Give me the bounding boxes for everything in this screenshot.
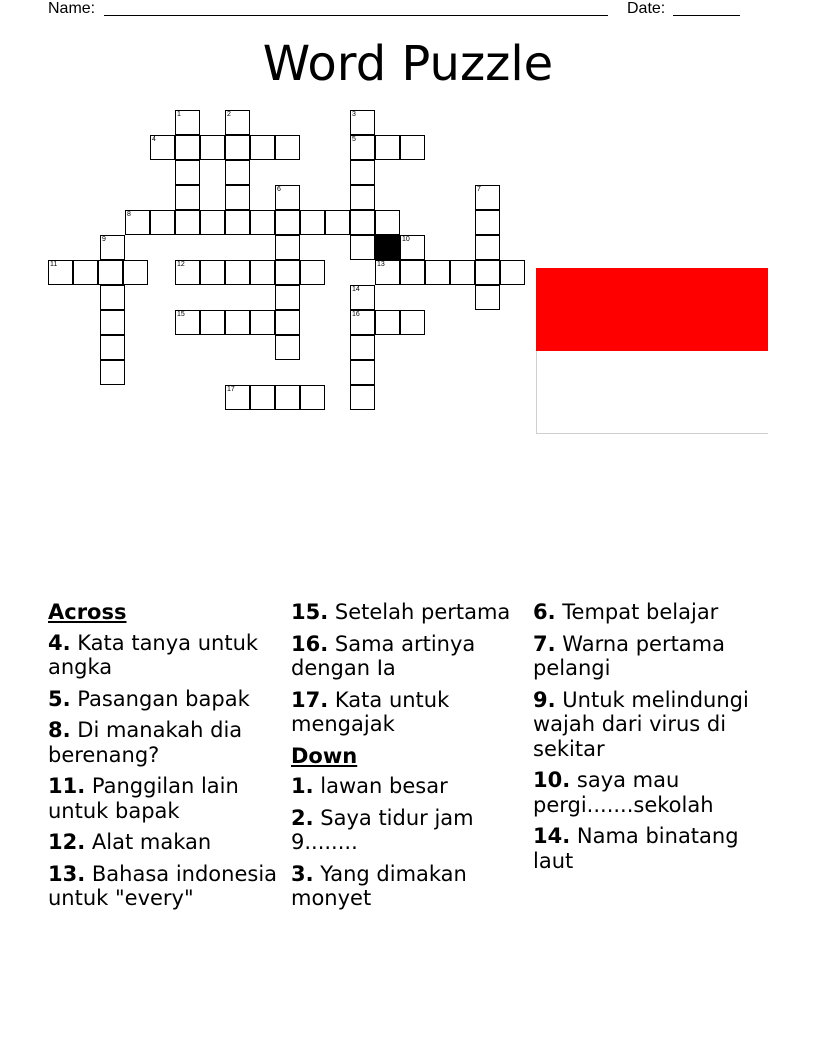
grid-cell[interactable] — [98, 260, 123, 285]
grid-cell[interactable] — [400, 135, 425, 160]
grid-cell[interactable] — [200, 135, 225, 160]
grid-cell[interactable] — [150, 210, 175, 235]
grid-clue-number: 2 — [227, 111, 231, 118]
grid-cell[interactable] — [275, 210, 300, 235]
grid-cell[interactable] — [250, 385, 275, 410]
grid-cell[interactable] — [500, 260, 525, 285]
grid-cell[interactable] — [100, 335, 125, 360]
grid-clue-number: 15 — [177, 311, 185, 318]
grid-cell-black — [375, 235, 400, 260]
grid-clue-number: 11 — [50, 261, 58, 268]
grid-cell[interactable] — [100, 360, 125, 385]
clue-number: 17. — [291, 687, 329, 712]
down-heading: Down — [291, 743, 358, 768]
grid-cell[interactable] — [350, 360, 375, 385]
down-clue-10 — [533, 768, 773, 817]
grid-cell[interactable] — [123, 260, 148, 285]
grid-cell[interactable] — [375, 135, 400, 160]
clue-text: Kata tanya untuk angka — [48, 630, 259, 679]
down-clue-6 — [533, 600, 773, 625]
grid-cell[interactable] — [300, 210, 325, 235]
clue-text: Saya tidur jam 9........ — [291, 805, 474, 854]
grid-cell[interactable] — [250, 310, 275, 335]
grid-cell[interactable] — [175, 210, 200, 235]
grid-cell[interactable] — [73, 260, 98, 285]
grid-cell[interactable] — [450, 260, 475, 285]
clue-text: Di manakah dia berenang? — [48, 718, 243, 767]
grid-cell[interactable] — [300, 385, 325, 410]
grid-clue-number: 3 — [352, 111, 356, 118]
grid-cell[interactable] — [225, 185, 250, 210]
clue-text: Warna pertama pelangi — [533, 631, 726, 680]
grid-cell[interactable] — [350, 335, 375, 360]
grid-clue-number: 12 — [177, 261, 185, 268]
clue-number: 1. — [291, 774, 314, 798]
clue-text: lawan besar — [320, 774, 448, 798]
grid-cell[interactable] — [350, 160, 375, 185]
grid-cell[interactable] — [200, 260, 225, 285]
grid-cell[interactable] — [200, 310, 225, 335]
clue-text: Pasangan bapak — [77, 686, 250, 711]
grid-clue-number: 13 — [377, 261, 385, 268]
across-clue-11 — [48, 774, 278, 823]
clue-text: Setelah pertama — [334, 600, 511, 624]
grid-cell[interactable] — [250, 135, 275, 160]
grid-cell[interactable] — [275, 285, 300, 310]
clue-number: 16. — [291, 631, 329, 656]
clue-text: Bahasa indonesia untuk "every" — [48, 861, 278, 910]
grid-cell[interactable] — [425, 260, 450, 285]
clue-number: 6. — [533, 600, 556, 624]
clue-text: Kata untuk mengajak — [291, 687, 450, 736]
down-clue-7 — [533, 632, 773, 681]
clue-number: 11. — [48, 774, 86, 798]
grid-cell[interactable] — [350, 385, 375, 410]
grid-cell[interactable] — [225, 210, 250, 235]
clue-text: saya mau pergi.......sekolah — [533, 768, 714, 817]
grid-clue-number: 9 — [102, 236, 106, 243]
clue-text: Panggilan lain untuk bapak — [48, 774, 239, 823]
down-clue-3 — [291, 862, 521, 911]
grid-cell[interactable] — [475, 260, 500, 285]
grid-cell[interactable] — [250, 260, 275, 285]
clue-number: 8. — [48, 718, 71, 742]
across-clue-8 — [48, 718, 278, 767]
grid-cell[interactable] — [275, 260, 300, 285]
clue-text: Tempat belajar — [562, 600, 719, 624]
clue-number: 14. — [533, 824, 571, 848]
down-clue-14 — [533, 824, 773, 873]
name-label: Name: — [48, 0, 96, 17]
grid-cell[interactable] — [275, 385, 300, 410]
grid-cell[interactable] — [475, 210, 500, 235]
grid-clue-number: 16 — [352, 311, 360, 318]
grid-cell[interactable] — [225, 260, 250, 285]
clue-number: 15. — [291, 600, 329, 624]
grid-cell[interactable] — [250, 210, 275, 235]
grid-cell[interactable] — [300, 260, 325, 285]
clue-text: Nama binatang laut — [533, 824, 739, 873]
clue-number: 12. — [48, 830, 86, 854]
clue-number: 13. — [48, 861, 86, 886]
down-clue-2 — [291, 806, 521, 855]
clue-number: 4. — [48, 630, 71, 655]
across-clue-5 — [48, 687, 278, 712]
grid-clue-number: 1 — [177, 111, 181, 118]
date-label: Date: — [627, 0, 666, 17]
grid-clue-number: 5 — [352, 136, 356, 143]
clues-column-3 — [533, 600, 773, 880]
grid-cell[interactable] — [175, 160, 200, 185]
across-clue-15 — [291, 600, 521, 625]
clue-number: 5. — [48, 686, 71, 711]
grid-cell[interactable] — [475, 285, 500, 310]
across-clue-4 — [48, 631, 278, 680]
grid-cell[interactable] — [325, 210, 350, 235]
grid-cell[interactable] — [100, 285, 125, 310]
grid-cell[interactable] — [350, 235, 375, 260]
across-clue-12 — [48, 830, 278, 855]
clue-number: 10. — [533, 768, 571, 792]
grid-cell[interactable] — [225, 310, 250, 335]
clue-number: 7. — [533, 631, 556, 656]
grid-clue-number: 7 — [477, 186, 481, 193]
grid-cell[interactable] — [100, 310, 125, 335]
grid-cell[interactable] — [350, 210, 375, 235]
down-clue-1 — [291, 774, 521, 799]
grid-cell[interactable] — [400, 310, 425, 335]
indonesia-flag-image — [536, 268, 768, 434]
grid-cell[interactable] — [225, 135, 250, 160]
flag-red-band — [536, 268, 768, 351]
grid-cell[interactable] — [375, 310, 400, 335]
grid-cell[interactable] — [175, 185, 200, 210]
clue-text: Untuk melindungi wajah dari virus di sekitar — [533, 687, 749, 761]
across-clue-16 — [291, 632, 521, 681]
clues-column-1 — [48, 600, 278, 918]
clue-number: 9. — [533, 687, 556, 712]
grid-clue-number: 14 — [352, 286, 360, 293]
grid-cell[interactable] — [225, 160, 250, 185]
grid-clue-number: 8 — [127, 211, 131, 218]
clue-text: Yang dimakan monyet — [291, 861, 467, 910]
clues-column-2 — [291, 600, 521, 918]
across-clue-13 — [48, 862, 278, 911]
grid-cell[interactable] — [275, 310, 300, 335]
across-clue-17 — [291, 688, 521, 737]
grid-clue-number: 4 — [152, 136, 156, 143]
grid-cell[interactable] — [375, 210, 400, 235]
clue-number: 3. — [291, 861, 314, 886]
grid-clue-number: 17 — [227, 386, 235, 393]
flag-white-band — [536, 351, 768, 434]
grid-cell[interactable] — [275, 335, 300, 360]
grid-cell[interactable] — [400, 260, 425, 285]
grid-cell[interactable] — [475, 235, 500, 260]
clue-text: Alat makan — [91, 830, 212, 854]
clue-number: 2. — [291, 805, 314, 830]
clue-text: Sama artinya dengan Ia — [291, 631, 476, 680]
grid-cell[interactable] — [275, 135, 300, 160]
grid-cell[interactable] — [175, 135, 200, 160]
grid-cell[interactable] — [350, 185, 375, 210]
page-title: Word Puzzle — [262, 36, 554, 92]
grid-clue-number: 10 — [402, 236, 410, 243]
across-heading: Across — [48, 600, 127, 624]
grid-cell[interactable] — [275, 235, 300, 260]
grid-clue-number: 6 — [277, 186, 281, 193]
grid-cell[interactable] — [200, 210, 225, 235]
down-clue-9 — [533, 688, 773, 762]
